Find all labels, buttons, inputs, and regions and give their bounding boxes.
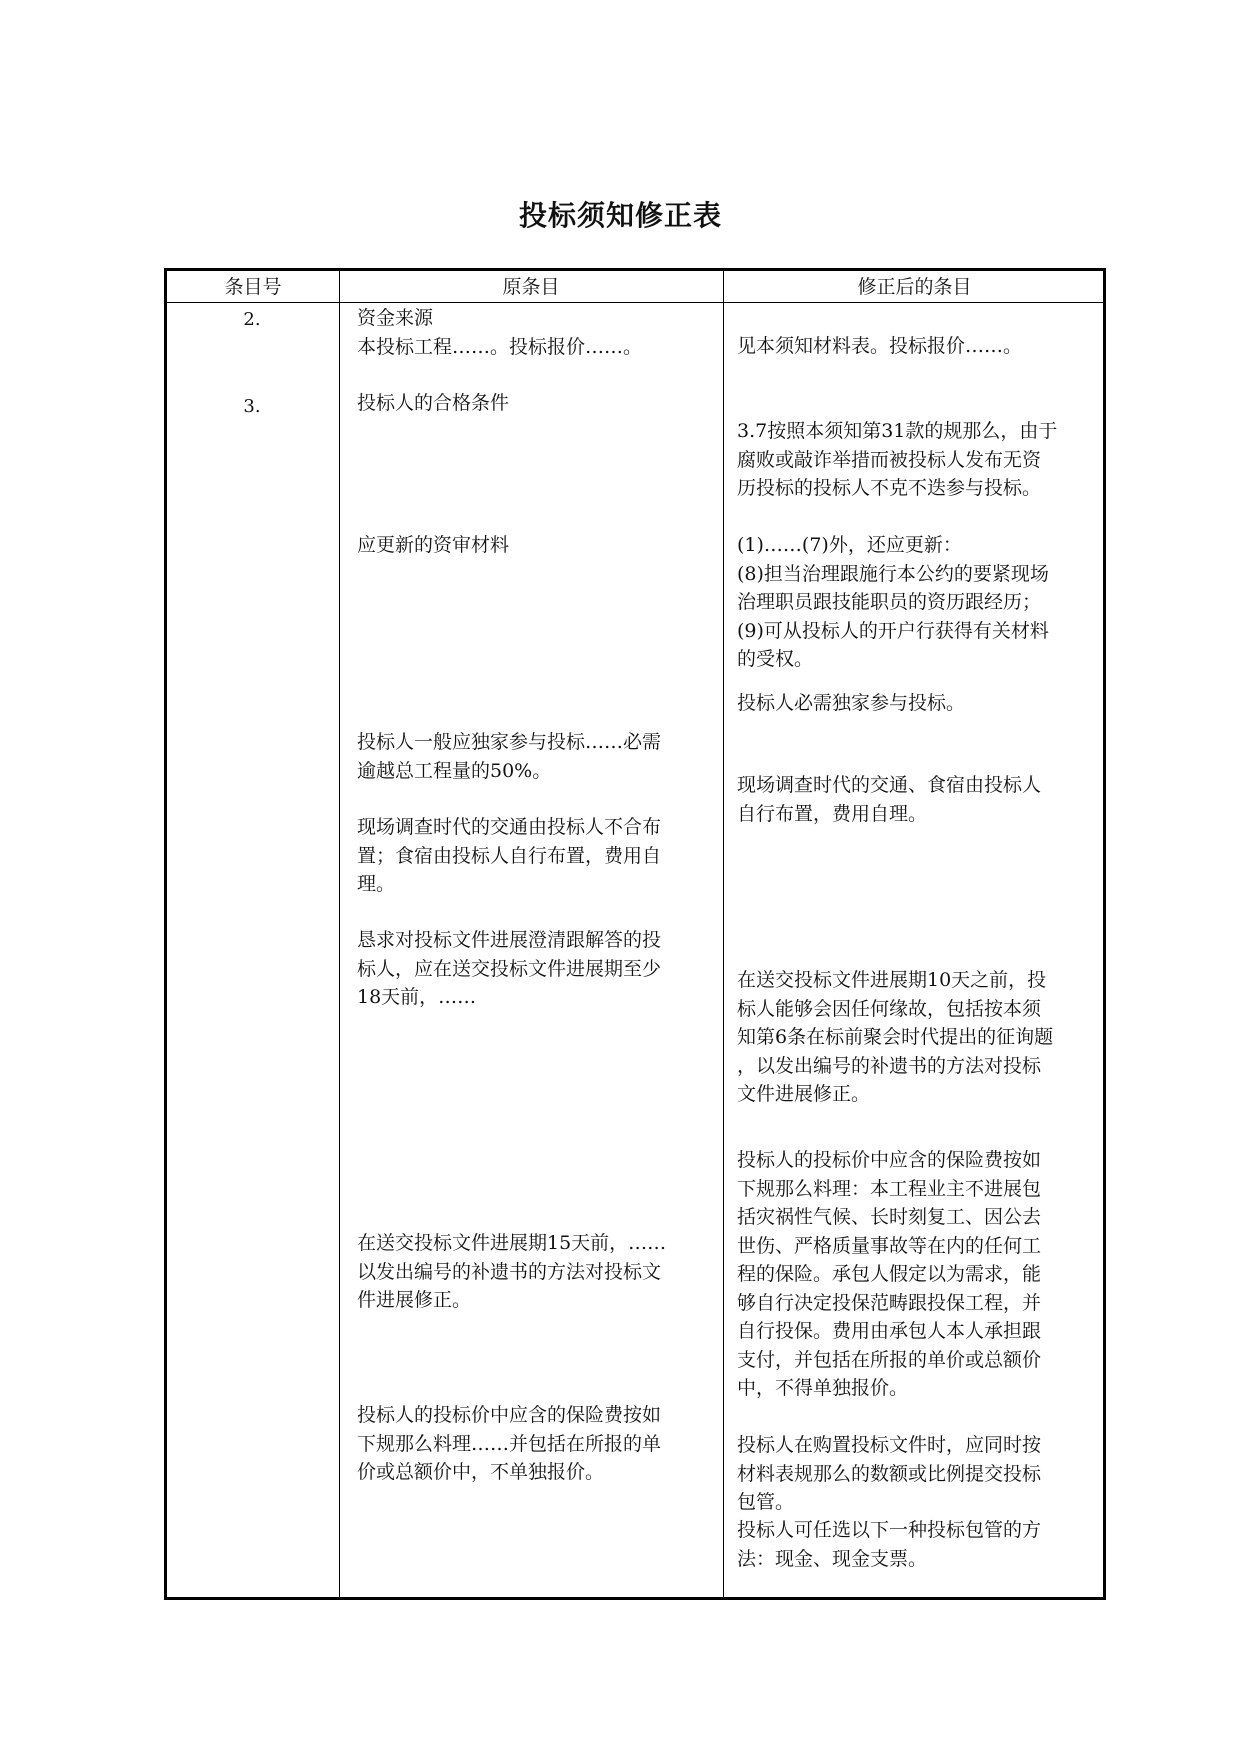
original-clause: 现场调查时代的交通由投标人不合布 置；食宿由投标人自行布置，费用自 理。 <box>357 816 662 895</box>
original-clause: 投标人一般应独家参与投标……必需 逾越总工程量的50%。 <box>357 731 662 782</box>
revised-clause: 现场调查时代的交通、食宿由投标人 自行布置，费用自理。 <box>737 774 1042 825</box>
original-clause: 在送交投标文件进展期15天前，…… 以发出编号的补遗书的方法对投标文 件进展修正。 <box>357 1232 667 1311</box>
header-original: 原条目 <box>502 276 560 298</box>
header-item-number: 条目号 <box>224 276 282 298</box>
header-revised: 修正后的条目 <box>857 276 972 298</box>
page-title: 投标须知修正表 <box>518 199 722 232</box>
revised-clause: 投标人必需独家参与投标。 <box>737 692 966 714</box>
item-number: 2. <box>243 309 261 330</box>
revised-clause: 投标人的投标价中应含的保险费按如 下规那么料理：本工程业主不进展包 括灾祸性气候、长时刻复工、因公去 世伤、严格质量事故等在内的任何工 程的保险。承包人假定以为需求，能 够自行决定投保范畴跟投保工程，并 自行投保。费用由承包人本人承担跟 支付，并包括在所报的单价或总额价 中，不得单独报价。 <box>737 1149 1042 1399</box>
revised-clause: 见本须知材料表。投标报价……。 <box>737 335 1023 357</box>
revised-clause: 在送交投标文件进展期10天之前，投 标人能够会因任何缘故，包括按本须 知第6条在标前聚会时代提出的征询题 ，以发出编号的补遗书的方法对投标 文件进展修正。 <box>737 969 1054 1105</box>
original-clause: 投标人的投标价中应含的保险费按如 下规那么料理……并包括在所报的单 价或总额价中，不单独报价。 <box>357 1404 662 1483</box>
revised-clause: (1)……(7)外，还应更新： (8)担当治理跟施行本公约的要紧现场 治理职员跟技能职员的资历跟经历； (9)可从投标人的开户行获得有关材料 的受权。 <box>737 534 1049 670</box>
revised-clause: 投标人在购置投标文件时，应同时按 材料表规那么的数额或比例提交投标 包管。 <box>737 1434 1042 1513</box>
original-clause: 投标人的合格条件 <box>357 392 510 414</box>
original-clause: 应更新的资审材料 <box>357 534 510 556</box>
revised-clause: 投标人可任选以下一种投标包管的方 法：现金、现金支票。 <box>737 1519 1042 1570</box>
header-divider <box>167 302 1103 303</box>
revision-table <box>164 268 1106 1600</box>
original-clause: 资金来源 本投标工程……。投标报价……。 <box>357 307 643 358</box>
item-number: 3. <box>243 396 261 417</box>
column-divider <box>339 271 340 1597</box>
revised-clause: 3.7按照本须知第31款的规那么，由于 腐败或敲诈举措而被投标人发布无资 历投标的投标人不克不迭参与投标。 <box>737 420 1058 499</box>
original-clause: 恳求对投标文件进展澄清跟解答的投 标人，应在送交投标文件进展期至少 18天前，…… <box>357 929 662 1008</box>
column-divider <box>723 271 724 1597</box>
